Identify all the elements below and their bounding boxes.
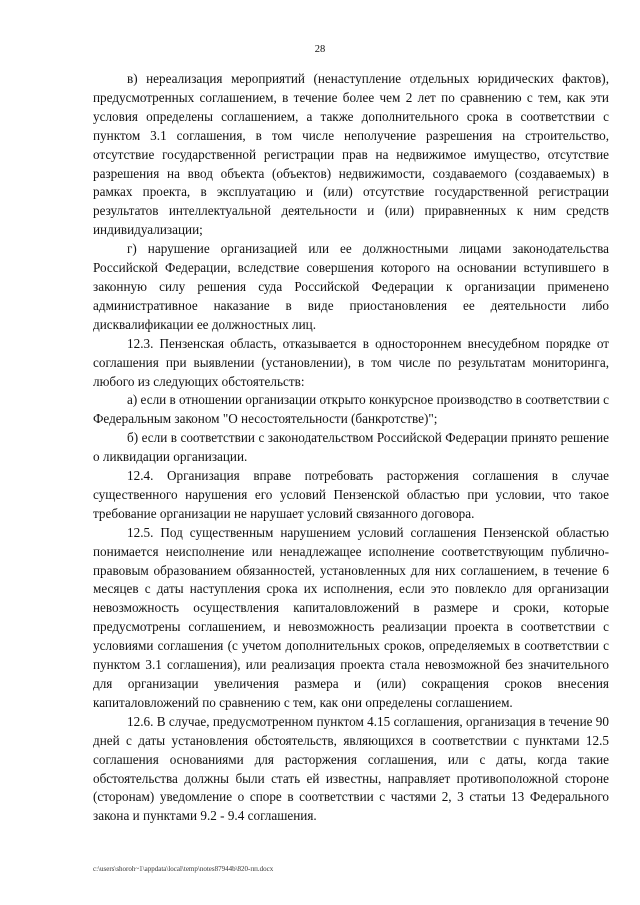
paragraph-v: в) нереализация мероприятий (ненаступление отдельных юридических фактов), предусмотренных соглашением, в течение более чем 2 лет по сравнению с тем, как эти условия определены соглашением, а также дополнительного срока в соответствии с пунктом 3.1 соглашения, в том числе неполучение разрешения на строительство, отсутствие государственной регистрации прав на недвижимое имущество, отсутствие разрешения на ввод объекта (объектов) недвижимости, создаваемого (создаваемых) в рамках проекта, в эксплуатацию и (или) отсутствие государственной регистрации результатов интеллектуальной деятельности и (или) приравненных к ним средств индивидуализации;: [93, 71, 609, 238]
footer-file-path: c:\users\shoroh~1\appdata\local\temp\notes87944b\820-пп.docx: [93, 865, 274, 873]
paragraph-12-6: 12.6. В случае, предусмотренном пунктом 4.15 соглашения, организация в течение 90 дней с даты установления обстоятельств, являющихся в соответствии с пунктами 12.5 соглашения основаниями для расторжения соглашения, или с даты, когда такие обстоятельства должны были стать ей известны, направляет противоположной стороне (сторонам) уведомление о споре в соответствии с частями 2, 3 статьи 13 Федерального закона и пунктами 9.2 - 9.4 соглашения.: [93, 713, 609, 824]
paragraph-g: г) нарушение организацией или ее должностными лицами законодательства Российской Федерации, вследствие совершения которого на основании вступившего в законную силу решения суда Российской Федерации к организации применено административное наказание в виде приостановления ее деятельности либо дисквалификации ее должностных лиц.: [93, 241, 609, 332]
paragraph-12-3: 12.3. Пензенская область, отказывается в одностороннем внесудебном порядке от соглашения при выявлении (установлении), в том числе по результатам мониторинга, любого из следующих обстоятельств:: [93, 335, 609, 389]
document-body: [93, 70, 609, 826]
page-number: 28: [314, 44, 326, 55]
paragraph-b: б) если в соответствии с законодательством Российской Федерации принято решение о ликвидации организации.: [93, 430, 609, 465]
paragraph-12-4: 12.4. Организация вправе потребовать расторжения соглашения в случае существенного нарушения его условий Пензенской областью при условии, что такое требование организации не нарушает условий связанного договора.: [93, 468, 609, 521]
paragraph-12-5: 12.5. Под существенным нарушением условий соглашения Пензенской областью понимается неисполнение или ненадлежащее исполнение соответствующим публично-правовым образованием обязанностей, установленных для них соглашением, в течение 6 месяцев с даты наступления срока их исполнения, если это повлекло для организации невозможность осуществления капиталовложений в размере и сроки, которые предусмотрены соглашением, и невозможность реализации проекта в соответствии с условиями соглашения (с учетом дополнительных сроков, определяемых в соответствии с пунктом 3.1 соглашения), или реализация проекта стала невозможной без значительного для организации увеличения размера и (или) сокращения сроков внесения капиталовложений по сравнению с тем, как они определены соглашением.: [93, 524, 609, 710]
paragraph-a: а) если в отношении организации открыто конкурсное производство в соответствии с Федеральным законом "О несостоятельности (банкротстве)";: [93, 392, 609, 427]
